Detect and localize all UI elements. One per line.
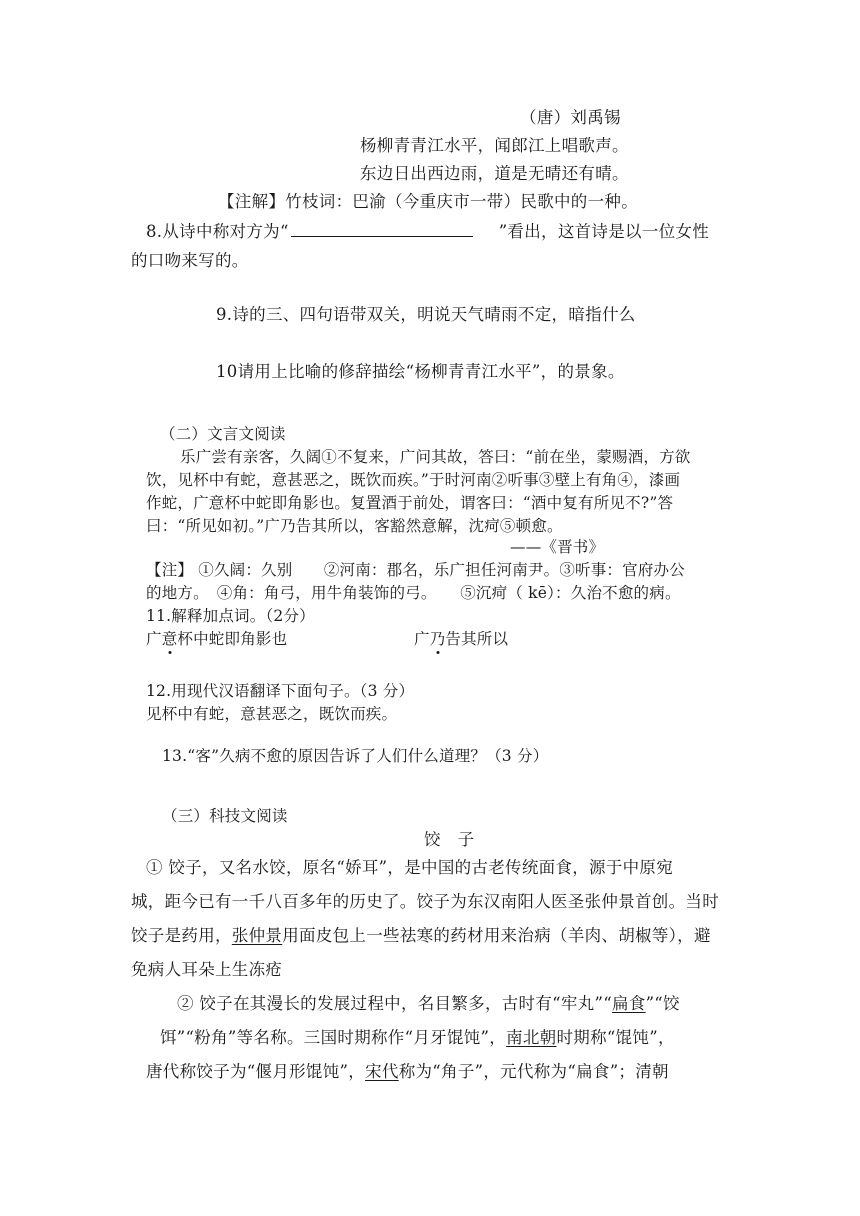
article-p1-line-2: 城，距今已有一千八百多年的历史了。饺子为东汉南阳人医圣张仲景首创。当时 [131, 892, 719, 911]
section-2-heading: （二）文言文阅读 [160, 425, 286, 443]
article-p1-line-4: 免病人耳朵上生冻疮 [131, 960, 283, 979]
dotted-char: 意 [161, 630, 178, 648]
question-11-item-b: 广乃告其所以 [414, 630, 509, 648]
text-segment: 饵”“粉角”等名称。三国时期称作“月牙馄饨”， [160, 1028, 507, 1047]
classical-text-source: ——《晋书》 [510, 538, 605, 556]
dotted-char: 乃 [429, 630, 446, 648]
underlined-term: 宋代 [365, 1062, 399, 1081]
article-p1-line-1: ① 饺子，又名水饺，原名“娇耳”，是中国的古老传统面食，源于中原宛 [146, 858, 674, 877]
article-p2-line-1 [177, 994, 680, 1014]
poem-note: 【注解】竹枝词：巴渝（今重庆市一带）民歌中的一种。 [218, 192, 638, 211]
question-13: 13.“客”久病不愈的原因告诉了人们什么道理？（3 分） [162, 747, 549, 765]
classical-text-line-3: 作蛇，广意杯中蛇即角影也。复置酒于前处，谓客曰：“酒中复有所见不?”答 [146, 494, 674, 512]
article-p1-line-3 [131, 926, 711, 946]
classical-note-2: 的地方。 ④角：角弓，用牛角装饰的弓。 ⑤沉疴（ kē）：久治不愈的病。 [146, 584, 681, 602]
article-p2-line-2 [160, 1028, 675, 1048]
text-segment: 时期称“馄饨”， [556, 1028, 675, 1047]
question-8-suffix: ”看出，这首诗是以一位女性 [498, 222, 710, 241]
question-12: 12.用现代汉语翻译下面句子。（3 分） [146, 682, 415, 700]
section-3-heading: （三）科技文阅读 [162, 807, 288, 825]
text-segment: ”“饺 [645, 994, 680, 1013]
question-10: 10请用上比喻的修辞描绘“杨柳青青江水平”，的景象。 [216, 362, 625, 381]
question-8-prefix: 8.从诗中称对方为“ [146, 222, 289, 241]
question-8-line-2: 的口吻来写的。 [131, 251, 249, 270]
question-8 [146, 222, 709, 242]
poem-line-2: 东边日出西边雨，道是无晴还有晴。 [360, 164, 629, 183]
answer-blank[interactable] [291, 222, 473, 237]
question-11: 11.解释加点词。（2分） [146, 607, 315, 625]
classical-note-1: 【注】 ①久阔：久别 ②河南：郡名，乐广担任河南尹。③听事：官府办公 [146, 561, 685, 579]
article-title: 饺 子 [424, 830, 475, 849]
question-12-sentence: 见杯中有蛇，意甚恶之，既饮而疾。 [146, 705, 398, 723]
classical-text-line-2: 饮，见杯中有蛇，意甚恶之，既饮而疾。”于时河南②听事③壁上有角④，漆画 [146, 471, 681, 489]
text-segment: 称为“角子”，元代称为“扁食”；清朝 [398, 1062, 669, 1081]
underlined-term: 南北朝 [506, 1028, 557, 1047]
underlined-term: 扁食 [611, 994, 646, 1013]
classical-text-line-4: 曰：“所见如初。”广乃告其所以，客豁然意解，沈疴⑤顿愈。 [146, 517, 563, 535]
text-segment: 用面皮包上一些祛寒的药材用来治病（羊肉、胡椒等），避 [282, 926, 711, 945]
text-segment: 唐代称饺子为“偃月形馄饨”， [146, 1062, 366, 1081]
underlined-name: 张仲景 [231, 926, 283, 945]
text-segment: 饺子是药用， [131, 926, 232, 945]
article-p2-line-3 [146, 1062, 669, 1082]
question-11-item-a: 广意杯中蛇即角影也 [146, 630, 288, 648]
text-segment: ② 饺子在其漫长的发展过程中，名目繁多，古时有“牢丸”“ [177, 994, 612, 1013]
poem-author: （唐）刘禹锡 [520, 108, 621, 127]
question-9: 9.诗的三、四句语带双关，明说天气晴雨不定，暗指什么 [216, 305, 636, 324]
classical-text-line-1: 乐广尝有亲客，久阔①不复来，广问其故，答曰：“前在坐，蒙赐酒，方欲 [180, 448, 691, 466]
poem-line-1: 杨柳青青江水平，闻郎江上唱歌声。 [360, 136, 629, 155]
